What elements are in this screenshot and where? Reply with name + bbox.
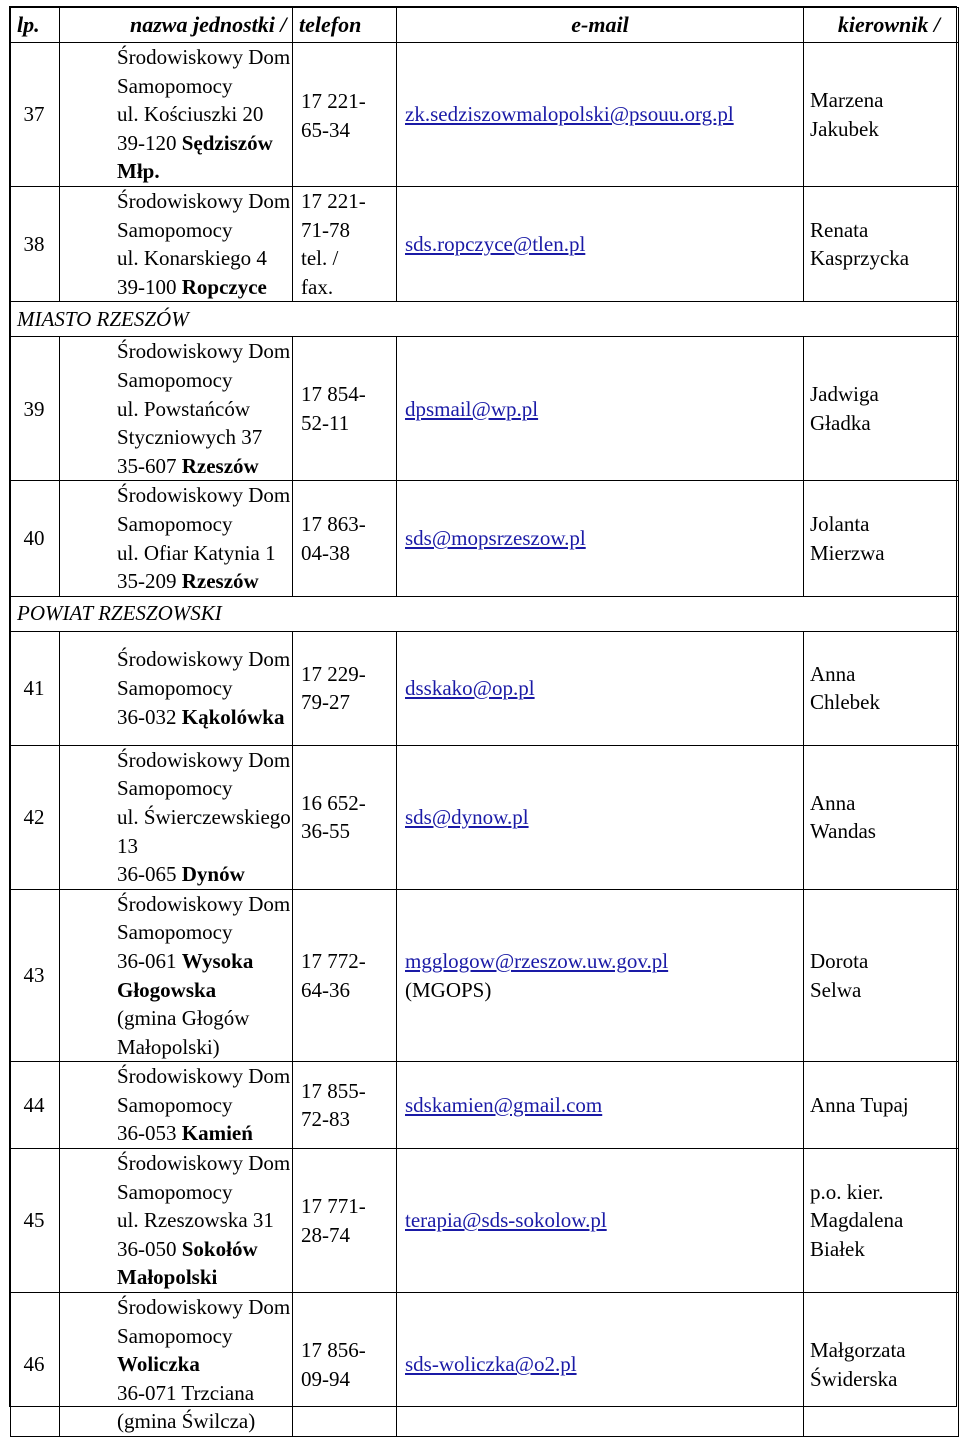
- unit-name-cell: [60, 1293, 293, 1437]
- email-cell: [397, 337, 804, 481]
- phone-line: 17 856-: [301, 1337, 366, 1362]
- phone-line: 17 771-: [301, 1193, 366, 1218]
- phone-line: 64-36: [301, 977, 350, 1002]
- table-row: [11, 889, 959, 1062]
- manager-name-line: Białek: [810, 1236, 865, 1261]
- email-cell: [397, 481, 804, 596]
- manager-name-line: p.o. kier.: [810, 1179, 884, 1204]
- manager-name-line: Małgorzata: [810, 1337, 906, 1362]
- manager-name-line: Jolanta: [810, 511, 870, 536]
- section-row: [11, 302, 959, 337]
- unit-name-line: Samopomocy: [117, 1179, 233, 1204]
- phone-line: 79-27: [301, 690, 350, 715]
- phone-line: 17 772-: [301, 948, 366, 973]
- manager-name-line: Anna Tupaj: [810, 1092, 909, 1117]
- email-cell: [397, 1293, 804, 1437]
- unit-name-line: Środowiskowy Dom: [117, 891, 291, 916]
- unit-name-line: ul. Ofiar Katynia 1: [117, 540, 276, 565]
- unit-city-line: 35-209 Rzeszów: [117, 569, 259, 594]
- manager-cell: [804, 1293, 959, 1437]
- header-row: [11, 8, 959, 43]
- unit-name-line: ul. Kościuszki 20: [117, 102, 264, 127]
- unit-name-line: Środowiskowy Dom: [117, 1151, 291, 1176]
- row-number: 38: [11, 187, 60, 302]
- email-link[interactable]: sdskamien@gmail.com: [405, 1092, 603, 1117]
- header-unit-name: nazwa jednostki /: [60, 8, 293, 43]
- table-row: [11, 187, 959, 302]
- unit-city: Sokołów: [181, 1236, 258, 1261]
- unit-city: Rzeszów: [181, 453, 259, 478]
- manager-name-line: Selwa: [810, 977, 862, 1002]
- table-row: [11, 745, 959, 889]
- unit-address-line: (gmina Głogów: [117, 1006, 250, 1031]
- row-number: 40: [11, 481, 60, 596]
- email-cell: [397, 43, 804, 187]
- manager-name-line: Dorota: [810, 948, 869, 973]
- section-title-city: MIASTO RZESZÓW: [11, 302, 959, 337]
- header-manager: kierownik /: [804, 8, 959, 43]
- unit-name-line: 13: [117, 833, 138, 858]
- phone-line: 04-38: [301, 540, 350, 565]
- row-number: 43: [11, 889, 60, 1062]
- unit-name-cell: [60, 1062, 293, 1149]
- email-link[interactable]: zk.sedziszowmalopolski@psouu.org.pl: [405, 102, 734, 127]
- unit-name-line: Samopomocy: [117, 675, 233, 700]
- unit-city: Kamień: [181, 1121, 253, 1146]
- manager-name-line: Jakubek: [810, 116, 879, 141]
- phone-line: 36-55: [301, 819, 350, 844]
- email-link[interactable]: sds@mopsrzeszow.pl: [405, 526, 586, 551]
- unit-city: Sędziszów: [181, 130, 273, 155]
- header-email: e-mail: [397, 8, 804, 43]
- email-link[interactable]: dsskako@op.pl: [405, 675, 535, 700]
- row-number: 39: [11, 337, 60, 481]
- manager-cell: [804, 481, 959, 596]
- header-phone: telefon: [293, 8, 397, 43]
- manager-name-line: Gładka: [810, 410, 871, 435]
- unit-address-line: (gmina Świlcza): [117, 1409, 256, 1434]
- email-link[interactable]: terapia@sds-sokolow.pl: [405, 1208, 607, 1233]
- manager-name-line: Świderska: [810, 1366, 898, 1391]
- unit-name-line: Styczniowych 37: [117, 425, 263, 450]
- unit-city-line: 36-061 Wysoka: [117, 948, 254, 973]
- unit-address-line: 36-071 Trzciana: [117, 1380, 255, 1405]
- unit-city-line: 35-607 Rzeszów: [117, 453, 259, 478]
- unit-city-tail: Młp.: [117, 159, 160, 184]
- table-row: [11, 1062, 959, 1149]
- section-row: [11, 596, 959, 631]
- email-cell: [397, 1062, 804, 1149]
- manager-name-line: Magdalena: [810, 1208, 904, 1233]
- phone-line: 72-83: [301, 1107, 350, 1132]
- row-number: 41: [11, 631, 60, 745]
- phone-line: 09-94: [301, 1366, 350, 1391]
- email-link[interactable]: sds-woliczka@o2.pl: [405, 1352, 577, 1377]
- row-number: 42: [11, 745, 60, 889]
- table-row: [11, 1293, 959, 1437]
- manager-cell: [804, 1062, 959, 1149]
- table-row: [11, 43, 959, 187]
- table-row: [11, 631, 959, 745]
- unit-name-line: Samopomocy: [117, 73, 233, 98]
- unit-name-cell: [60, 481, 293, 596]
- manager-name-line: Wandas: [810, 819, 876, 844]
- phone-line: 17 221-: [301, 89, 366, 113]
- unit-name-line: ul. Rzeszowska 31: [117, 1208, 274, 1233]
- unit-name-line: Samopomocy: [117, 920, 233, 945]
- manager-cell: [804, 187, 959, 302]
- phone-line: 52-11: [301, 410, 350, 435]
- phone-cell: [293, 1293, 397, 1437]
- unit-city-line: 39-100 Ropczyce: [117, 274, 267, 299]
- units-table: [10, 7, 959, 1437]
- unit-city-tail: Głogowska: [117, 977, 217, 1002]
- unit-name-cell: [60, 631, 293, 745]
- unit-name-cell: [60, 337, 293, 481]
- phone-line: 17 221-: [301, 189, 366, 213]
- unit-name-cell: [60, 43, 293, 187]
- email-link[interactable]: dpsmail@wp.pl: [405, 396, 539, 421]
- manager-name-line: Marzena: [810, 87, 884, 112]
- phone-line: 71-78: [301, 217, 350, 242]
- unit-locality: Woliczka: [117, 1352, 200, 1377]
- manager-name-line: Chlebek: [810, 690, 880, 715]
- phone-cell: [293, 889, 397, 1062]
- unit-name-cell: [60, 1149, 293, 1293]
- unit-name-cell: [60, 187, 293, 302]
- table-row: [11, 1149, 959, 1293]
- email-link[interactable]: sds.ropczyce@tlen.pl: [405, 231, 586, 256]
- unit-city-line: 39-120 Sędziszów: [117, 130, 273, 155]
- phone-cell: [293, 631, 397, 745]
- unit-name-line: Środowiskowy Dom: [117, 1295, 291, 1320]
- phone-line: 17 863-: [301, 511, 366, 536]
- unit-name-cell: [60, 889, 293, 1062]
- phone-line: 17 854-: [301, 382, 366, 407]
- unit-name-line: Samopomocy: [117, 1092, 233, 1117]
- unit-name-line: Środowiskowy Dom: [117, 339, 291, 364]
- manager-name-line: Anna: [810, 790, 856, 815]
- unit-name-line: ul. Konarskiego 4: [117, 246, 267, 271]
- document-page: [9, 6, 957, 1434]
- section-title-county: POWIAT RZESZOWSKI: [11, 596, 959, 631]
- unit-city: Ropczyce: [181, 274, 267, 299]
- unit-name-line: Środowiskowy Dom: [117, 747, 291, 772]
- unit-city-tail: Małopolski: [117, 1265, 218, 1290]
- row-number: 45: [11, 1149, 60, 1293]
- email-cell: [397, 187, 804, 302]
- phone-line: fax.: [301, 274, 334, 299]
- phone-cell: [293, 187, 397, 302]
- unit-name-line: Środowiskowy Dom: [117, 483, 291, 508]
- phone-line: 28-74: [301, 1222, 350, 1247]
- phone-line: 16 652-: [301, 790, 366, 815]
- unit-name-line: Środowiskowy Dom: [117, 647, 291, 672]
- manager-name-line: Anna: [810, 661, 856, 686]
- manager-name-line: Kasprzycka: [810, 246, 910, 271]
- phone-cell: [293, 1149, 397, 1293]
- unit-name-line: ul. Powstańców: [117, 396, 250, 421]
- email-cell: [397, 745, 804, 889]
- email-note: (MGOPS): [405, 977, 492, 1002]
- phone-line: 17 229-: [301, 661, 366, 686]
- email-cell: [397, 889, 804, 1062]
- unit-name-cell: [60, 745, 293, 889]
- unit-name-line: Samopomocy: [117, 776, 233, 801]
- unit-name-line: Samopomocy: [117, 367, 233, 392]
- email-cell: [397, 631, 804, 745]
- unit-address-line: Małopolski): [117, 1034, 220, 1059]
- phone-cell: [293, 43, 397, 187]
- email-link[interactable]: sds@dynow.pl: [405, 804, 529, 829]
- unit-name-line: Środowiskowy Dom: [117, 1064, 291, 1089]
- manager-name-line: Jadwiga: [810, 382, 879, 407]
- unit-city: Kąkolówka: [181, 704, 285, 729]
- manager-cell: [804, 631, 959, 745]
- phone-cell: [293, 1062, 397, 1149]
- header-lp: lp.: [11, 8, 60, 43]
- unit-city: Dynów: [181, 862, 245, 887]
- email-link[interactable]: mgglogow@rzeszow.uw.gov.pl: [405, 948, 669, 973]
- phone-cell: [293, 337, 397, 481]
- email-cell: [397, 1149, 804, 1293]
- manager-cell: [804, 889, 959, 1062]
- unit-name-line: Samopomocy: [117, 217, 233, 242]
- unit-city-line: 36-053 Kamień: [117, 1121, 253, 1146]
- unit-city: Rzeszów: [181, 569, 259, 594]
- phone-line: tel. /: [301, 246, 339, 271]
- manager-name-line: Mierzwa: [810, 540, 885, 565]
- table-body: [11, 43, 959, 1437]
- unit-name-line: Samopomocy: [117, 1323, 233, 1348]
- unit-name-line: Środowiskowy Dom: [117, 189, 291, 213]
- phone-line: 17 855-: [301, 1078, 366, 1103]
- unit-city-line: 36-065 Dynów: [117, 862, 245, 887]
- unit-name-line: Środowiskowy Dom: [117, 45, 291, 70]
- unit-name-line: ul. Świerczewskiego: [117, 804, 291, 829]
- manager-cell: [804, 745, 959, 889]
- manager-cell: [804, 43, 959, 187]
- phone-line: 65-34: [301, 117, 350, 142]
- unit-city: Wysoka: [181, 948, 254, 973]
- phone-cell: [293, 481, 397, 596]
- row-number: 46: [11, 1293, 60, 1437]
- manager-name-line: Renata: [810, 217, 869, 242]
- unit-name-line: Samopomocy: [117, 511, 233, 536]
- table-row: [11, 481, 959, 596]
- unit-city-line: 36-032 Kąkolówka: [117, 704, 285, 729]
- phone-cell: [293, 745, 397, 889]
- table-row: [11, 337, 959, 481]
- unit-city-line: 36-050 Sokołów: [117, 1236, 258, 1261]
- row-number: 37: [11, 43, 60, 187]
- manager-cell: [804, 1149, 959, 1293]
- manager-cell: [804, 337, 959, 481]
- row-number: 44: [11, 1062, 60, 1149]
